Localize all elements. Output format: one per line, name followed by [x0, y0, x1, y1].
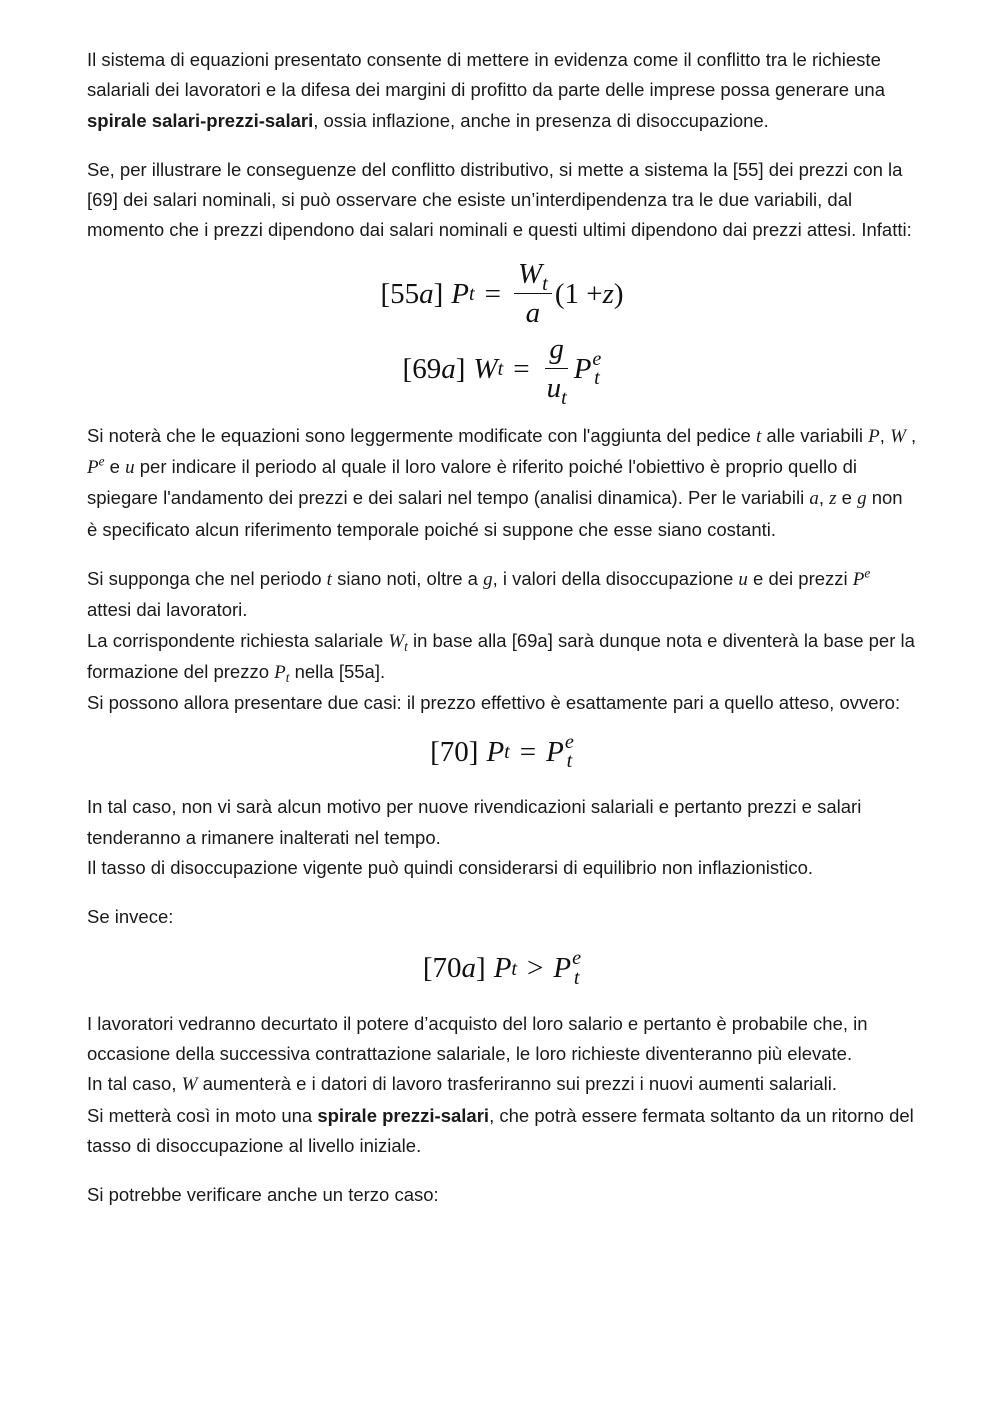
eq-numerator: g	[545, 332, 568, 369]
text: I lavoratori vedranno decurtato il potere d’acquisto del loro salario e pertanto è probabile che, in occasione della successiva contrattazione salariale, le loro richieste diventeranno più elevate.	[87, 1012, 868, 1064]
eq-den-sub: t	[561, 387, 567, 410]
text: , ossia inflazione, anche in presenza di disoccupazione.	[313, 109, 769, 131]
math-sup: e	[98, 453, 105, 469]
eq-denominator: a	[525, 297, 541, 330]
equation-55a: [55 a ] P t = $\frac{W_t}{a}$ (1 + z )	[380, 258, 624, 330]
document-page	[87, 45, 917, 1229]
equation-69a: [69 a ] W t = $\frac{g}{u_t}$ P e t	[402, 333, 602, 410]
math-sub: t	[404, 638, 408, 654]
eq-tag-close: ]	[455, 352, 466, 385]
text: alle variabili	[761, 424, 869, 446]
text: Il sistema di equazioni presentato consente di mettere in evidenza come il conflitto tra le richieste salariali dei lavoratori e la difesa dei margini di profitto da parte delle imprese possa generare una	[87, 49, 886, 101]
eq-tail-var: z	[602, 277, 614, 310]
text: ,	[879, 424, 891, 446]
eq-num-var: W	[518, 258, 543, 291]
math-var: P	[87, 457, 99, 479]
paragraph-notation	[87, 421, 917, 545]
paragraph-spiral	[87, 1009, 917, 1161]
eq-rhs-scripts	[592, 347, 602, 389]
math-sup: e	[864, 565, 871, 581]
eq-op: >	[527, 952, 544, 985]
eq-tail: (1 +	[554, 277, 603, 310]
eq-sup: e	[592, 347, 602, 370]
math-var: a	[809, 488, 819, 510]
text: attesi dai lavoratori.	[87, 599, 248, 621]
eq-tail-close: )	[613, 277, 624, 310]
eq-tag-var: a	[419, 277, 434, 310]
paragraph-third-case: Si potrebbe verificare anche un terzo caso:	[87, 1184, 439, 1206]
eq-numerator	[514, 257, 552, 294]
text: , i valori della disoccupazione	[492, 567, 739, 589]
text: ,	[818, 487, 830, 509]
math-var: W	[890, 425, 906, 447]
eq-rhs: P	[553, 952, 572, 985]
eq-num-sub: t	[542, 273, 548, 296]
eq-tag: [55	[380, 277, 420, 310]
math-var: t	[755, 425, 762, 447]
text: non è specificato alcun riferimento temporale poiché si suppone che esse siano costanti.	[87, 487, 903, 540]
bold-term: spirale salari-prezzi-salari	[87, 109, 314, 131]
eq-sub: t	[566, 750, 573, 773]
eq-lhs: P	[493, 952, 512, 985]
text: siano noti, oltre a	[331, 567, 484, 589]
math-var: z	[829, 488, 837, 510]
eq-tag-var: a	[461, 952, 477, 985]
eq-op: =	[519, 736, 537, 769]
paragraph-se-invece: Se invece:	[87, 906, 174, 928]
eq-lhs: P	[451, 277, 469, 310]
math-var: P	[868, 425, 880, 447]
text: e dei prezzi	[747, 567, 853, 589]
math-var: g	[857, 488, 867, 510]
eq-op: =	[513, 352, 530, 385]
paragraph-intro	[87, 45, 917, 136]
text: In tal caso,	[87, 1073, 182, 1095]
paragraph-conflict: Se, per illustrare le conseguenze del conflitto distributivo, si mette a sistema la [55] dei prezzi con la [69] dei salari nominali, si può osservare che esiste un’interdipendenza tra le due variabili, dal momento che i prezzi dipendono dai salari nominali e questi ultimi dipendono dai prezzi attesi. Infatti:	[87, 158, 912, 241]
eq-tag-close: ]	[433, 277, 444, 310]
math-sub: t	[285, 669, 290, 685]
eq-rhs-scripts	[565, 733, 574, 772]
text: per indicare il periodo al quale il loro valore è riferito poiché l'obiettivo è proprio quello di spiegare l'andamento dei prezzi e dei salari nel tempo (analisi dinamica). Per le variabili	[87, 456, 857, 509]
text: Si noterà che le equazioni sono leggermente modificate con l'aggiunta del pedice	[87, 424, 756, 446]
text: Si metterà così in moto una	[87, 1104, 318, 1126]
bold-term: spirale prezzi-salari	[317, 1104, 490, 1126]
eq-fraction	[514, 257, 552, 330]
eq-den-var: u	[546, 372, 562, 405]
text: nella [55a].	[289, 660, 386, 682]
text: in base alla [69a] sarà dunque nota e diventerà la base per la formazione del prezzo	[87, 629, 915, 682]
eq-tag: [70	[422, 952, 462, 985]
math-var: u	[738, 568, 748, 590]
eq-lhs: W	[473, 352, 498, 385]
paragraph-equilibrium	[87, 792, 917, 883]
text: Si supponga che nel periodo	[87, 567, 327, 589]
eq-rhs: P	[546, 736, 564, 769]
eq-rhs: P	[573, 352, 592, 385]
math-var: W	[181, 1074, 198, 1096]
math-var: u	[125, 457, 135, 479]
eq-tag-close: ]	[476, 952, 486, 985]
text: , che potrà essere fermata soltanto da un ritorno del tasso di disoccupazione al livello iniziale.	[87, 1104, 914, 1156]
math-var: g	[483, 568, 493, 590]
eq-lhs: P	[486, 736, 505, 769]
eq-op: =	[484, 277, 501, 310]
math-var: P	[274, 661, 286, 683]
eq-sub: t	[573, 966, 580, 989]
math-var: W	[388, 630, 405, 652]
eq-tag: [70]	[430, 736, 479, 769]
eq-tag: [69	[402, 352, 442, 385]
math-var: P	[852, 568, 865, 590]
eq-rhs-scripts	[572, 949, 581, 988]
math-var: t	[326, 568, 332, 590]
text: e	[104, 456, 126, 478]
text: In tal caso, non vi sarà alcun motivo per nuove rivendicazioni salariali e pertanto prezzi e salari tenderanno a rimanere inalterati nel tempo.	[87, 796, 862, 848]
eq-tag-var: a	[441, 352, 456, 385]
text: e	[836, 487, 858, 509]
text: ,	[905, 424, 917, 446]
equation-70a: [70 a ] P t > P e t	[422, 947, 582, 989]
eq-fraction	[543, 332, 571, 410]
text: La corrispondente richiesta salariale	[87, 629, 389, 651]
text: Il tasso di disoccupazione vigente può quindi considerarsi di equilibrio non inflazionistico.	[87, 857, 814, 879]
text: Si possono allora presentare due casi: il prezzo effettivo è esattamente pari a quello atteso, ovvero:	[87, 692, 901, 714]
text: aumenterà e i datori di lavoro trasferiranno sui prezzi i nuovi aumenti salariali.	[197, 1073, 838, 1095]
eq-sub: t	[594, 366, 600, 389]
paragraph-cases	[87, 564, 917, 718]
eq-denominator	[543, 369, 571, 410]
equation-70: [70] P t = P e t	[430, 731, 574, 773]
eq-sup: e	[572, 947, 582, 970]
eq-sup: e	[564, 731, 574, 754]
